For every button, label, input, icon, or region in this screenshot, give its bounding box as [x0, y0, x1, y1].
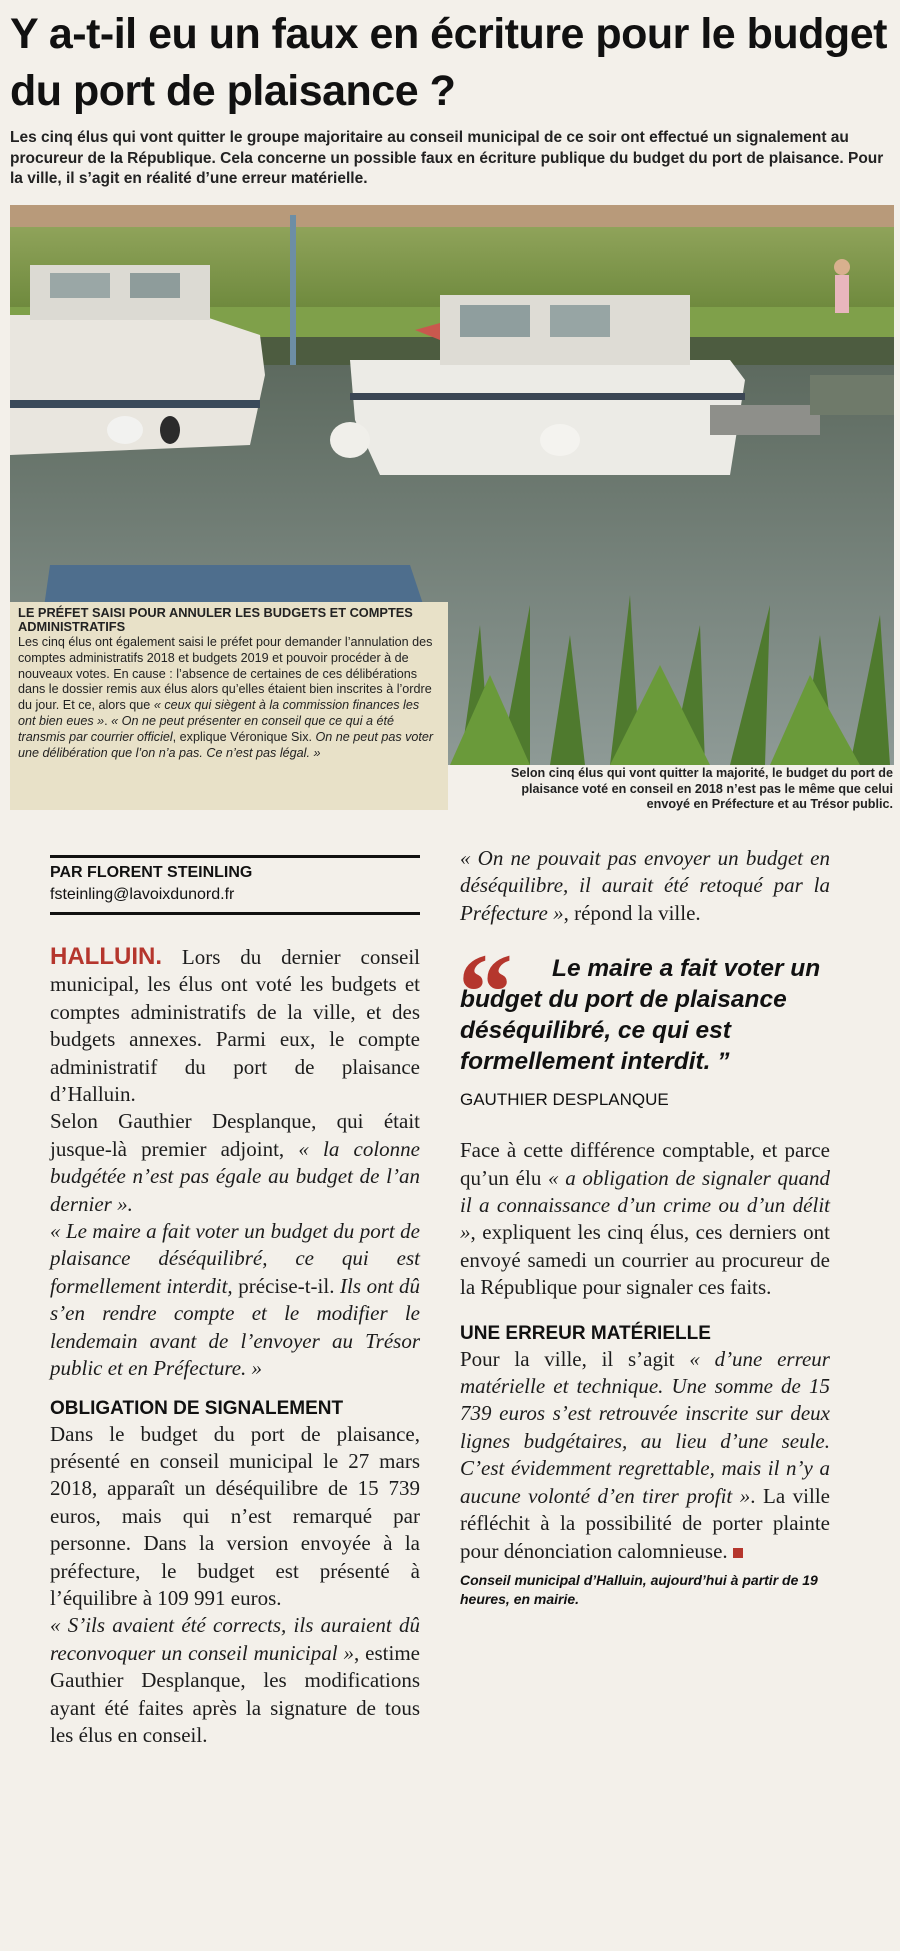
paragraph-5-d: , répond la ville. — [563, 900, 701, 925]
infobox-text-d: « On ne peut présenter en conseil que ce qui a été transmis par courrier officiel — [18, 713, 394, 744]
column-left — [50, 855, 420, 1749]
subheading-obligation: OBLIGATION DE SIGNALEMENT — [50, 1397, 344, 1419]
author-email: fsteinling@lavoixdunord.fr — [50, 884, 420, 915]
infobox-text-b: « ceux qui siègent à la commission finances les ont bien eues » — [18, 698, 420, 728]
pull-quote-author: GAUTHIER DESPLANQUE — [460, 1090, 669, 1110]
paragraph-intro — [50, 943, 420, 1108]
infobox-title: LE PRÉFET SAISI POUR ANNULER LES BUDGETS ET COMPTES ADMINISTRATIFS — [18, 605, 413, 634]
footnote: Conseil municipal d’Halluin, aujourd’hui à partir de 19 heures, en mairie. — [460, 1571, 818, 1607]
byline: PAR FLORENT STEINLING — [50, 855, 420, 884]
city-name: HALLUIN. — [50, 943, 162, 970]
photo-caption: Selon cinq élus qui vont quitter la majorité, le budget du port de plaisance voté en conseil en 2018 n’est pas le même que celui envoyé en Préfecture et au Trésor public. — [510, 766, 893, 811]
paragraph-2-a: Selon Gauthier Desplanque, qui était jusque-là premier adjoint, — [50, 1109, 420, 1161]
headline: Y a-t-il eu un faux en écriture pour le budget du port de plaisance ? — [10, 10, 887, 115]
end-mark-icon — [733, 1548, 743, 1558]
paragraph-7-c: . La ville réfléchit à la possibilité de porter plainte pour dénonciation calomnieuse. — [460, 1483, 831, 1563]
paragraph-4: Dans le budget du port de plaisance, présenté en conseil municipal le 27 mars 2018, apparaît un déséquilibre de 15 739 euros, mais qui n’est remarqué par personne. Dans la version envoyée à la préfecture, le budget est présenté à l’équilibre à 109 991 euros. — [50, 1421, 420, 1610]
paragraph-3-b: précise-t-il. — [232, 1273, 341, 1298]
paragraph-7-b: « d’une erreur matérielle et technique. Une somme de 15 739 euros s’est retrouvée inscrite sur deux lignes budgétaires, au lieu d’une seule. C’est évidemment regrettable, mais il n’y a aucune volonté d’en tirer profit » — [460, 1346, 830, 1508]
paragraph-5-continued — [460, 845, 830, 927]
paragraph-5-c: « On ne pouvait pas envoyer un budget en déséquilibre, il aurait été retoqué par la Préfecture » — [460, 846, 830, 925]
infobox-text-a: Les cinq élus ont également saisi le préfet pour demander l’annulation des comptes administratifs 2018 et budgets 2019 et pouvoir procéder à de nouveaux votes. En cause : l’absence de certaines de ces délibérations dans le dossier remis aux élus alors qu’elles étaient bien inscrites à l’ordre du jour. Et ce, alors que — [18, 635, 433, 713]
infobox-text — [18, 635, 440, 761]
infobox-text-c: . — [104, 713, 112, 728]
subheading-erreur: UNE ERREUR MATÉRIELLE — [460, 1322, 711, 1344]
column-right — [460, 825, 830, 1609]
paragraph-intro-text: Lors du dernier conseil municipal, les élus ont voté les budgets et comptes administratifs de la ville, et des budgets annexes. Parmi eux, le compte administratif du port de plaisance d’Halluin. — [50, 945, 420, 1107]
infobox-text-f: On ne peut pas voter une délibération que l’on n’a pas. Ce n’est pas légal. » — [18, 729, 434, 760]
paragraph-6-c: , expliquent les cinq élus, ces derniers ont envoyé samedi un courrier au procureur de la République pour signaler ces faits. — [460, 1220, 830, 1300]
paragraph-5-b: , estime Gauthier Desplanque, les modifications ayant été faites après la signature de tous les élus en conseil. — [50, 1640, 420, 1747]
paragraph-2-b: « la colonne budgétée n’est pas égale au budget de l’an dernier ». — [50, 1136, 421, 1216]
paragraph-3-a: « Le maire a fait voter un budget du port de plaisance déséquilibré, ce qui est formellement interdit, — [50, 1219, 420, 1298]
paragraph-2 — [50, 1108, 420, 1218]
paragraph-6-b: « a obligation de signaler quand il a connaissance d’un crime ou d’un délit » — [460, 1165, 830, 1245]
pull-quote-body: Le maire a fait voter un budget du port de plaisance déséquilibré, ce qui est formellement interdit. ” — [460, 955, 821, 1076]
paragraph-5 — [50, 1612, 420, 1749]
paragraph-6-a: Face à cette différence comptable, et parce qu’un élu — [460, 1138, 830, 1190]
paragraph-7-a: Pour la ville, il s’agit — [460, 1346, 690, 1371]
lead-paragraph: Les cinq élus qui vont quitter le groupe majoritaire au conseil municipal de ce soir ont effectué un signalement au procureur de la République. Cela concerne un possible faux en écriture publique du budget du port de plaisance. Pour la ville, il s’agit en réalité d’une erreur matérielle. — [10, 129, 884, 187]
quote-mark-icon: “ — [458, 931, 513, 1054]
paragraph-5-a: « S’ils avaient été corrects, ils auraient dû reconvoquer un conseil municipal » — [50, 1613, 420, 1665]
paragraph-3-c: Ils ont dû s’en rendre compte et le modifier le lendemain avant de l’envoyer au Trésor public et en Préfecture. » — [50, 1273, 421, 1381]
pull-quote-text — [458, 931, 830, 1077]
paragraph-3 — [50, 1218, 420, 1382]
paragraph-7 — [460, 1346, 830, 1565]
paragraph-6 — [460, 1137, 830, 1301]
pull-quote — [458, 931, 830, 1111]
infobox-text-e: , explique Véronique Six. — [172, 729, 316, 744]
sidebar-infobox — [10, 602, 448, 810]
